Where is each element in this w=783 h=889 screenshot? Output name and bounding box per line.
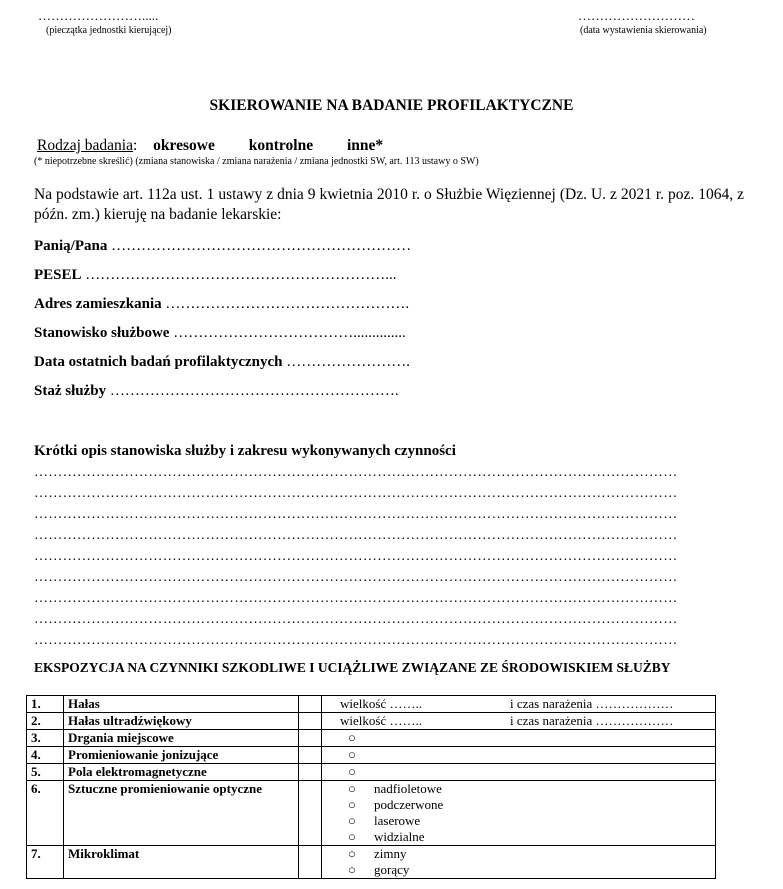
option-bullet[interactable]: ○ — [348, 829, 356, 844]
row-number: 4. — [27, 747, 64, 764]
document-title: SKIEROWANIE NA BADANIE PROFILAKTYCZNE — [209, 97, 574, 114]
field-dots: …………………………………………………… — [107, 238, 412, 254]
row-details — [322, 730, 716, 747]
option-bullet[interactable]: ○ — [348, 781, 356, 796]
option-bullet[interactable]: ○ — [348, 813, 356, 828]
option-bullet[interactable]: ○ — [348, 747, 356, 762]
table-row — [27, 781, 716, 846]
row-details[interactable] — [322, 696, 716, 713]
row-factor: Sztuczne promieniowanie optyczne — [64, 781, 299, 846]
description-line[interactable]: ……………………………………………………………………………………………………………………… — [34, 528, 678, 543]
time-field[interactable]: i czas narażenia ……………… — [510, 696, 674, 711]
row-details — [322, 781, 716, 846]
description-line[interactable]: ……………………………………………………………………………………………………………………… — [34, 486, 678, 501]
field-service-length[interactable] — [34, 383, 399, 400]
row-details — [322, 846, 716, 879]
row-check[interactable] — [299, 781, 322, 846]
stamp-dots[interactable]: ……………………..... — [38, 8, 159, 23]
field-label: Data ostatnich badań profilaktycznych — [34, 354, 283, 370]
row-factor: Drgania miejscowe — [64, 730, 299, 747]
size-field[interactable]: wielkość …….. — [340, 713, 422, 728]
table-row — [27, 747, 716, 764]
table-row — [27, 730, 716, 747]
row-check[interactable] — [299, 764, 322, 781]
legal-basis: Na podstawie art. 112a ust. 1 ustawy z dnia 9 kwietnia 2010 r. o Służbie Więziennej (Dz. U. z 2021 r. poz. 1064, z późn. zm.) kieruję na badanie lekarskie: — [34, 186, 744, 223]
row-check[interactable] — [299, 696, 322, 713]
field-name[interactable] — [34, 238, 411, 255]
row-details[interactable] — [322, 713, 716, 730]
description-heading: Krótki opis stanowiska służby i zakresu wykonywanych czynności — [34, 443, 456, 459]
option-label: gorący — [374, 862, 410, 877]
row-check[interactable] — [299, 730, 322, 747]
row-number: 1. — [27, 696, 64, 713]
option-label: nadfioletowe — [374, 781, 442, 796]
exam-type-colon: : — [132, 137, 138, 154]
row-check[interactable] — [299, 713, 322, 730]
field-dots: ……………………………………………………... — [81, 267, 397, 283]
option-bullet[interactable]: ○ — [348, 797, 356, 812]
description-line[interactable]: ……………………………………………………………………………………………………………………… — [34, 570, 678, 585]
description-line[interactable]: ……………………………………………………………………………………………………………………… — [34, 591, 678, 606]
row-number: 5. — [27, 764, 64, 781]
field-pesel[interactable] — [34, 267, 397, 284]
row-number: 2. — [27, 713, 64, 730]
field-dots: ……………………………….............. — [169, 325, 406, 341]
row-details — [322, 764, 716, 781]
size-field[interactable]: wielkość …….. — [340, 696, 422, 711]
row-number: 3. — [27, 730, 64, 747]
table-row — [27, 846, 716, 879]
row-factor: Pola elektromagnetyczne — [64, 764, 299, 781]
table-row — [27, 696, 716, 713]
row-details — [322, 747, 716, 764]
field-label: PESEL — [34, 267, 82, 283]
option-label: laserowe — [374, 813, 421, 828]
exposure-table — [26, 695, 716, 879]
field-dots: ……………………. — [282, 354, 410, 370]
option-bullet[interactable]: ○ — [348, 764, 356, 779]
row-number: 7. — [27, 846, 64, 879]
field-label: Adres zamieszkania — [34, 296, 162, 312]
field-label: Panią/Pana — [34, 238, 108, 254]
description-line[interactable]: ……………………………………………………………………………………………………………………… — [34, 549, 678, 564]
option-label: widzialne — [374, 829, 425, 844]
table-row — [27, 713, 716, 730]
field-label: Stanowisko służbowe — [34, 325, 170, 341]
row-check[interactable] — [299, 846, 322, 879]
row-factor: Hałas ultradźwiękowy — [64, 713, 299, 730]
issue-date-dots[interactable]: ……………………… — [578, 8, 695, 23]
option-bullet[interactable]: ○ — [348, 730, 356, 745]
description-line[interactable]: ……………………………………………………………………………………………………………………… — [34, 612, 678, 627]
exam-type-label: Rodzaj badania — [37, 137, 133, 154]
exam-type-note: (* niepotrzebne skreślić) (zmiana stanowiska / zmiana narażenia / zmiana jednostki SW, art. 113 ustawy o SW) — [34, 156, 479, 167]
exposure-heading: EKSPOZYCJA NA CZYNNIKI SZKODLIWE I UCIĄŻLIWE ZWIĄZANE ZE ŚRODOWISKIEM SŁUŻBY — [34, 660, 671, 675]
exam-type-periodic[interactable]: okresowe — [153, 137, 215, 154]
exam-type-other[interactable]: inne* — [346, 137, 384, 154]
option-bullet[interactable]: ○ — [348, 862, 356, 877]
description-line[interactable]: ……………………………………………………………………………………………………………………… — [34, 465, 678, 480]
table-row — [27, 764, 716, 781]
exam-type-control[interactable]: kontrolne — [248, 137, 314, 154]
field-position[interactable] — [34, 325, 406, 342]
field-dots: …………………………………………. — [161, 296, 410, 312]
field-last-exam-date[interactable] — [34, 354, 410, 371]
issue-date-caption: (data wystawienia skierowania) — [580, 25, 707, 36]
row-factor: Mikroklimat — [64, 846, 299, 879]
row-number: 6. — [27, 781, 64, 846]
time-field[interactable]: i czas narażenia ……………… — [510, 713, 674, 728]
option-bullet[interactable]: ○ — [348, 846, 356, 861]
field-label: Staż służby — [34, 383, 107, 399]
row-check[interactable] — [299, 747, 322, 764]
row-factor: Promieniowanie jonizujące — [64, 747, 299, 764]
option-label: podczerwone — [374, 797, 444, 812]
exam-type-row — [37, 137, 383, 155]
row-factor: Hałas — [64, 696, 299, 713]
option-label: zimny — [374, 846, 407, 861]
field-dots: …………………………………………………. — [106, 383, 399, 399]
stamp-caption: (pieczątka jednostki kierującej) — [46, 25, 172, 36]
description-line[interactable]: ……………………………………………………………………………………………………………………… — [34, 507, 678, 522]
description-line[interactable]: ……………………………………………………………………………………………………………………… — [34, 633, 678, 648]
field-address[interactable] — [34, 296, 409, 313]
